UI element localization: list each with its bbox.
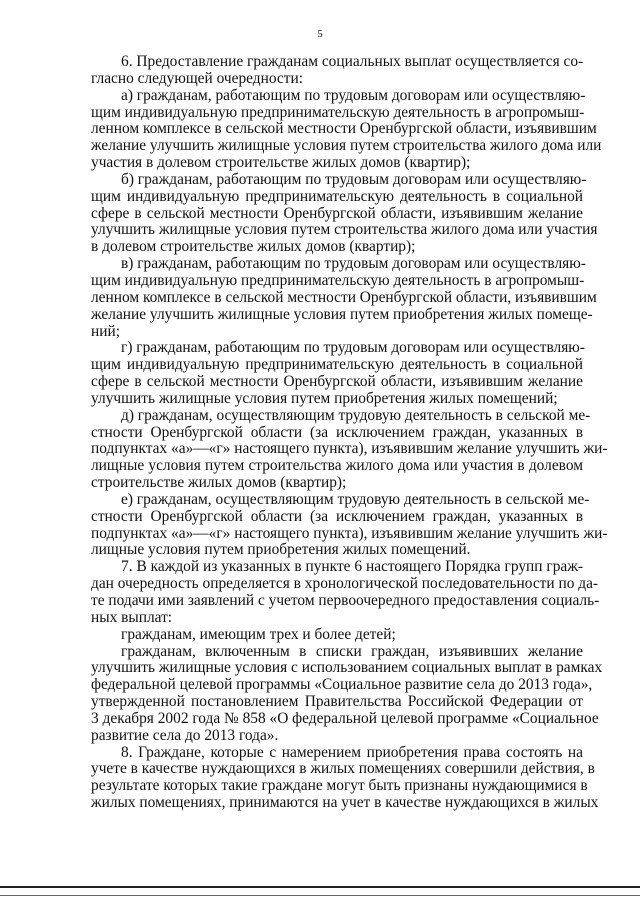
text-line: учете в качестве нуждающихся в жилых помещениях совершили действия, в [91, 760, 595, 778]
text-line: гражданам, имеющим трех и более детей; [121, 625, 396, 643]
text-line: г) гражданам, работающим по трудовым договорам или осуществляю- [121, 339, 585, 357]
text-line: подпунктах «а»—«г» настоящего пункта), изъявившим желание улучшить жи- [91, 440, 608, 458]
text-line: подпунктах «а»—«г» настоящего пункта), изъявившим желание улучшить жи- [91, 524, 608, 542]
text-line: улучшить жилищные условия с использованием социальных выплат в рамках [91, 659, 603, 677]
text-line: б) гражданам, работающим по трудовым договорам или осуществляю- [121, 170, 587, 188]
text-line: те подачи ими заявлений с учетом первоочередного предоставления социаль- [91, 592, 600, 609]
text-line: улучшить жилищные условия путем строительства жилого дома или участия [91, 221, 598, 239]
text-line: ленном комплексе в сельской местности Оренбургской области, изъявившим [91, 120, 597, 138]
text-line: сфере в сельской местности Оренбургской области, изъявившим желание [91, 204, 583, 222]
text-line: утвержденной постановлением Правительства Российской Федерации от [91, 693, 583, 711]
text-line: щим индивидуальную предпринимательскую деятельность в агропромыш- [91, 271, 585, 289]
text-line: а) гражданам, работающим по трудовым договорам или осуществляю- [121, 86, 586, 104]
document-body [91, 53, 608, 812]
text-line: строительстве жилых домов (квартир); [91, 474, 347, 492]
text-line: щим индивидуальную предпринимательскую деятельность в социальной [91, 356, 583, 374]
text-line: стности Оренбургской области (за исключением граждан, указанных в [91, 423, 583, 441]
text-line: 7. В каждой из указанных в пункте 6 настоящего Порядка групп граж- [121, 558, 583, 576]
text-line: стности Оренбургской области (за исключением граждан, указанных в [91, 507, 583, 525]
text-line: участия в долевом строительстве жилых домов (квартир); [91, 154, 471, 172]
bottom-border-line-thin [0, 895, 640, 896]
text-line: щим индивидуальную предпринимательскую деятельность в агропромыш- [91, 103, 585, 121]
text-line: дан очередность определяется в хронологической последовательности по да- [91, 575, 599, 593]
text-line: сфере в сельской местности Оренбургской области, изъявившим желание [91, 373, 583, 391]
text-line: улучшить жилищные условия путем приобретения жилых помещений; [91, 389, 558, 407]
text-line: 8. Граждане, которые с намерением приобретения права состоять на [121, 743, 583, 761]
text-line: желание улучшить жилищные условия путем приобретения жилых помеще- [91, 305, 593, 323]
text-line: гражданам, включенным в списки граждан, изъявивших желание [121, 642, 583, 660]
text-line: жилых помещениях, принимаются на учет в качестве нуждающихся в жилых [91, 794, 599, 812]
text-line: в долевом строительстве жилых домов (квартир); [91, 238, 416, 256]
text-line: щим индивидуальную предпринимательскую деятельность в социальной [91, 187, 583, 205]
bottom-border-line [0, 886, 640, 888]
text-line: федеральной целевой программы «Социальное развитие села до 2013 года», [91, 676, 593, 694]
text-line: лищные условия путем строительства жилого дома или участия в долевом [91, 457, 583, 475]
text-line: 6. Предоставление гражданам социальных выплат осуществляется со- [121, 53, 584, 70]
page-number: 5 [317, 28, 323, 40]
text-line: желание улучшить жилищные условия путем строительства жилого дома или [91, 137, 602, 155]
text-line: ленном комплексе в сельской местности Оренбургской области, изъявившим [91, 288, 597, 306]
text-line: результате которых такие граждане могут быть признаны нуждающимися в [91, 777, 588, 795]
text-line: ний; [91, 322, 120, 340]
text-line: ных выплат: [91, 608, 173, 626]
text-line: е) гражданам, осуществляющим трудовую деятельность в сельской ме- [121, 490, 590, 508]
text-line: лищные условия путем приобретения жилых помещений. [91, 541, 471, 559]
text-line: в) гражданам, работающим по трудовым договорам или осуществляю- [121, 255, 586, 273]
text-line: 3 декабря 2002 года № 858 «О федеральной целевой программе «Социальное [91, 709, 599, 727]
text-line: развитие села до 2013 года». [91, 726, 279, 744]
text-line: д) гражданам, осуществляющим трудовую деятельность в сельской ме- [121, 406, 591, 424]
text-line: гласно следующей очередности: [91, 69, 303, 87]
